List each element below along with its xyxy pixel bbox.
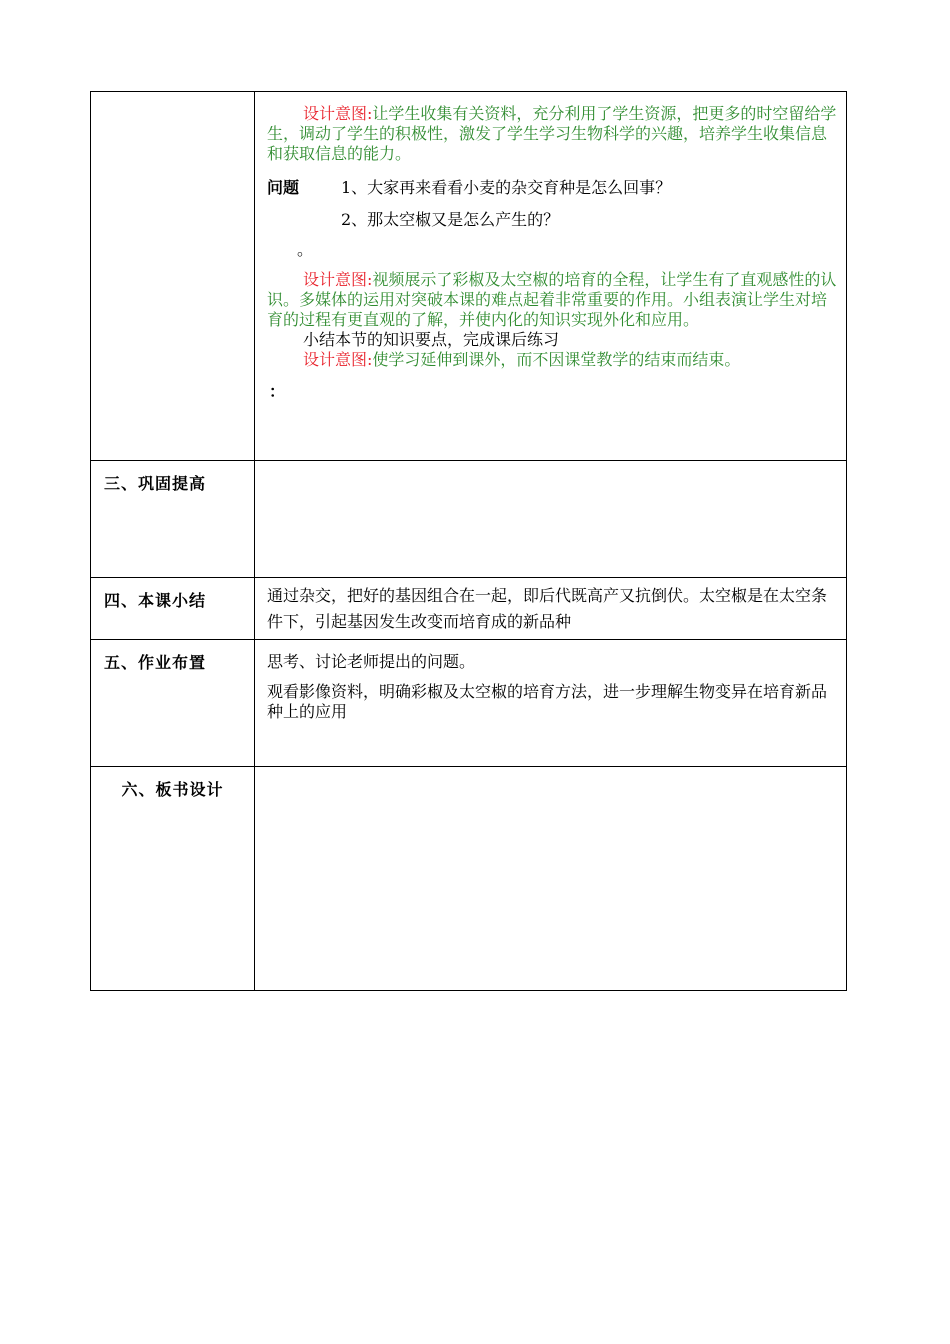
table-row — [91, 640, 847, 767]
table-row — [91, 461, 847, 578]
question-text: 2、那太空椒又是怎么产生的？ — [341, 210, 560, 229]
design-intent-paragraph — [267, 270, 838, 330]
homework-line: 观看影像资料，明确彩椒及太空椒的培育方法，进一步理解生物变异在培育新品种上的应用 — [267, 682, 828, 721]
question-row — [267, 210, 838, 230]
content-cell — [255, 92, 847, 461]
section-label: 五、作业布置 — [91, 640, 255, 767]
design-intent-paragraph — [267, 350, 838, 370]
content-cell — [255, 578, 847, 640]
design-intent-text: 视频展示了彩椒及太空椒的培育的全程，让学生有了直观感性的认识。多媒体的运用对突破本课的难点起着非常重要的作用。小组表演让学生对培育的过程有更直观的了解，并使内化的知识实现外化和应用。 — [267, 270, 837, 329]
section-label: 三、巩固提高 — [91, 461, 255, 578]
question-label: 问题 — [267, 178, 300, 197]
section-label: 六、板书设计 — [91, 767, 255, 991]
design-intent-label: 设计意图: — [303, 104, 373, 123]
question-row — [267, 178, 838, 198]
design-intent-text: 让学生收集有关资料，充分利用了学生资源，把更多的时空留给学生，调动了学生的积极性，激发了学生学习生物科学的兴趣，培养学生收集信息和获取信息的能力。 — [267, 104, 837, 163]
section-label: 四、本课小结 — [91, 578, 255, 640]
colon-text: ： — [269, 382, 286, 401]
design-intent-text: 使学习延伸到课外，而不因课堂教学的结束而结束。 — [372, 350, 741, 369]
design-intent-label: 设计意图: — [303, 350, 373, 369]
content-cell — [255, 640, 847, 767]
lesson-plan-table — [90, 91, 847, 991]
design-intent-label: 设计意图: — [303, 270, 373, 289]
homework-line: 思考、讨论老师提出的问题。 — [267, 652, 476, 671]
table-row — [91, 578, 847, 640]
summary-text: 通过杂交，把好的基因组合在一起，即后代既高产又抗倒伏。太空椒是在太空条件下，引起基因发生改变而培育成的新品种 — [267, 586, 828, 631]
table-row — [91, 92, 847, 461]
content-cell — [255, 461, 847, 578]
content-cell — [255, 767, 847, 991]
question-text: 1、大家再来看看小麦的杂交育种是怎么回事？ — [341, 178, 672, 197]
dot-text: 。 — [297, 240, 314, 259]
design-intent-paragraph — [267, 104, 838, 164]
table-row — [91, 767, 847, 991]
summary-line: 小结本节的知识要点，完成课后练习 — [303, 330, 560, 349]
empty-label-cell — [91, 92, 255, 461]
